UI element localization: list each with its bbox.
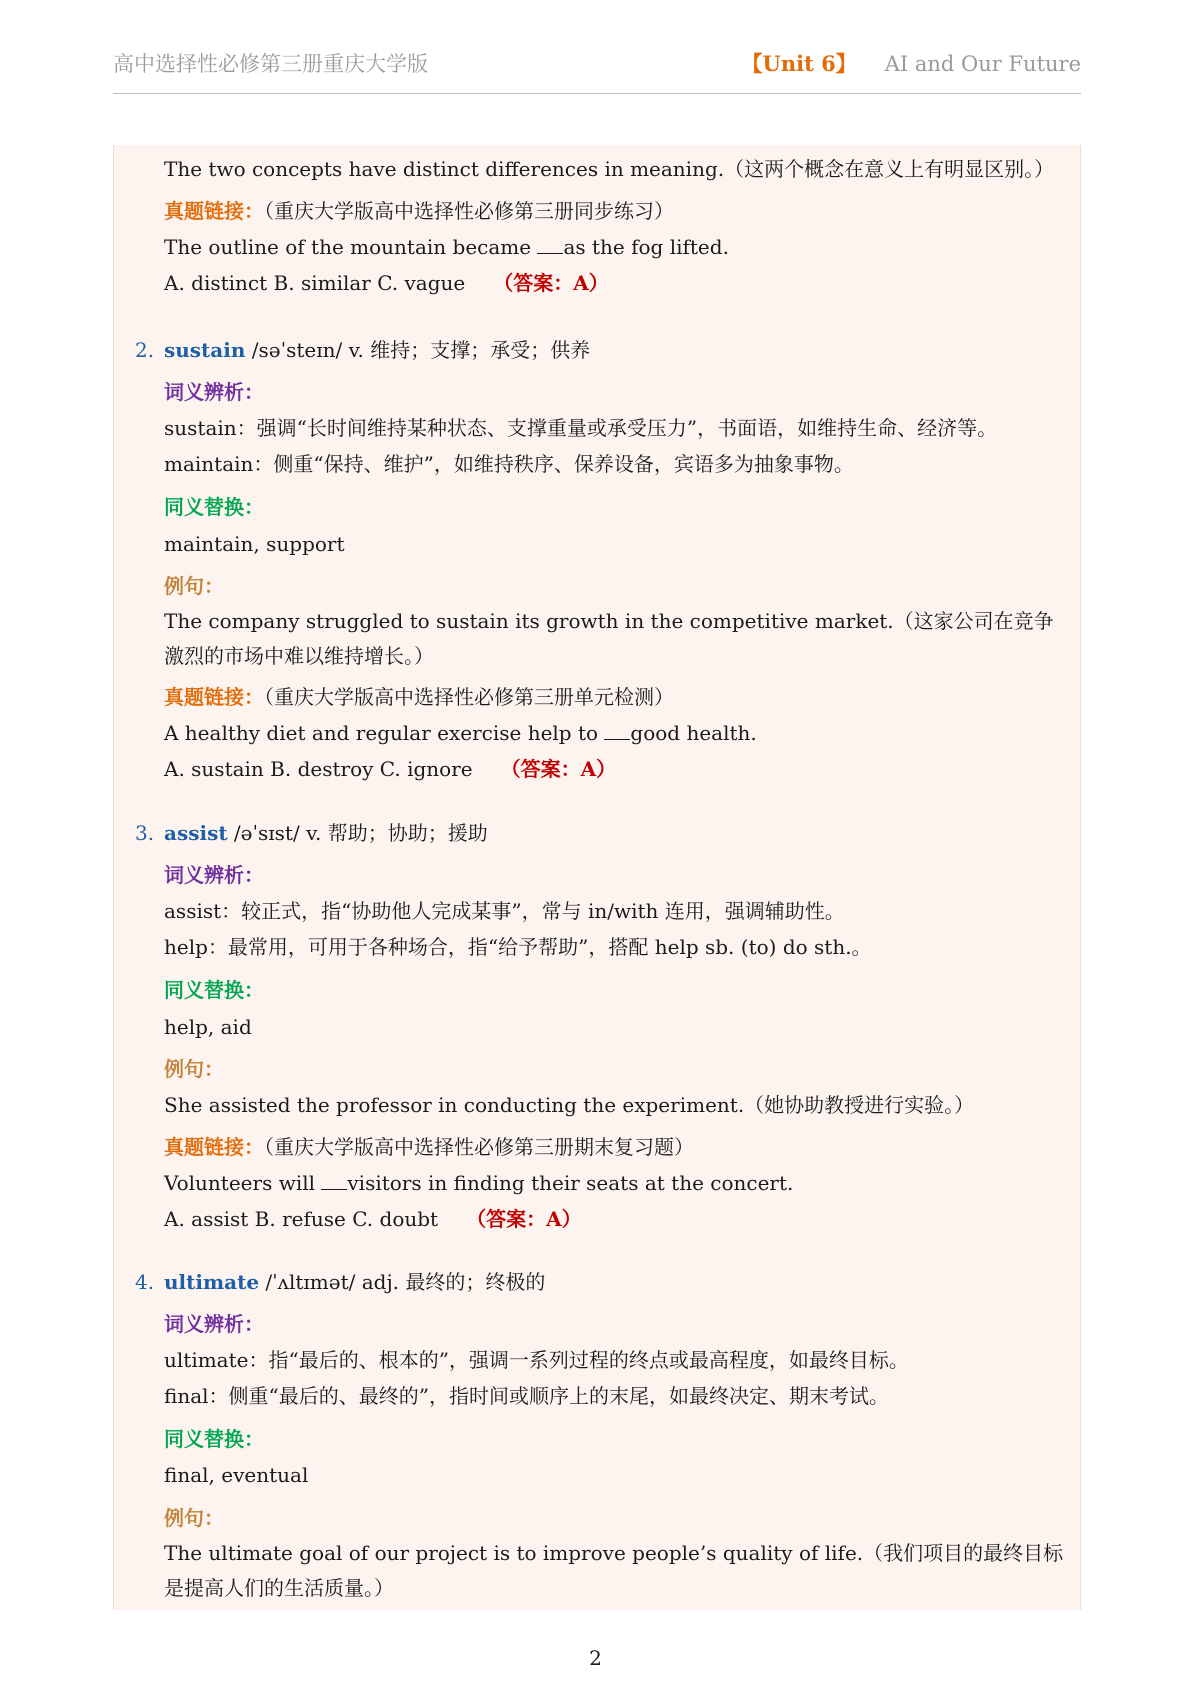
- example-label: 例句：: [164, 574, 224, 598]
- entry-number: 2.: [135, 338, 155, 362]
- exam-link: [164, 197, 674, 225]
- analysis-line: assist：较正式，指“协助他人完成某事”，常与 in/with 连用，强调辅助性。: [164, 899, 845, 923]
- unit-label: 【Unit 6】: [741, 51, 857, 76]
- example-sentence: She assisted the professor in conducting the experiment.（她协助教授进行实验。）: [164, 1093, 975, 1117]
- unit-topic: AI and Our Future: [884, 52, 1081, 76]
- entry-headword-line: [164, 1268, 545, 1296]
- analysis-label: 词义辨析：: [164, 863, 264, 887]
- headword: assist: [164, 821, 228, 845]
- header-right: [742, 48, 1081, 78]
- entry-number: 4.: [135, 1270, 155, 1294]
- entry-headword-line: [164, 819, 488, 847]
- exam-link-source: （重庆大学版高中选择性必修第三册同步练习）: [264, 199, 674, 223]
- options-text: A. distinct B. similar C. vague: [164, 271, 466, 295]
- synonym-label: 同义替换：: [164, 495, 264, 519]
- answer-blank: [604, 723, 630, 740]
- answer-blank: [537, 237, 563, 254]
- analysis-label: 词义辨析：: [164, 380, 264, 404]
- example-label: 例句：: [164, 1057, 224, 1081]
- entry-number: 3.: [135, 821, 155, 845]
- example-sentence: The two concepts have distinct differences in meaning.（这两个概念在意义上有明显区别。）: [164, 157, 1055, 181]
- synonym-list: help, aid: [164, 1015, 252, 1039]
- analysis-line: maintain：侧重“保持、维护”，如维持秩序、保养设备，宾语多为抽象事物。: [164, 452, 854, 476]
- example-sentence: The company struggled to sustain its growth in the competitive market.（这家公司在竞争激烈的市场中难以维持增长。）: [164, 609, 1054, 668]
- exam-question: A healthy diet and regular exercise help to good health.: [164, 721, 757, 745]
- synonym-label: 同义替换：: [164, 978, 264, 1002]
- page-number: 2: [589, 1646, 602, 1670]
- exam-question: Volunteers will visitors in finding their seats at the concert.: [164, 1171, 794, 1195]
- analysis-label: 词义辨析：: [164, 1312, 264, 1336]
- exam-link: 真题链接：（重庆大学版高中选择性必修第三册单元检测）: [164, 685, 674, 709]
- page-header: [113, 40, 1081, 94]
- example-sentence: The ultimate goal of our project is to improve people’s quality of life.（我们项目的最终目标是提高人们的生活质量。）: [164, 1541, 1064, 1600]
- headword: sustain: [164, 338, 246, 362]
- definition: /ˈʌltɪmət/ adj. 最终的；终极的: [259, 1270, 546, 1294]
- exam-question: [164, 233, 729, 261]
- answer-key: （答案：A）: [493, 271, 609, 295]
- answer-key: （答案：A）: [466, 1207, 582, 1231]
- question-text: The outline of the mountain became: [164, 235, 538, 259]
- example-label: 例句：: [164, 1506, 224, 1530]
- exam-options: A. sustain B. destroy C. ignore （答案：A）: [164, 757, 617, 781]
- exam-options: [164, 269, 609, 297]
- analysis-line: help：最常用，可用于各种场合，指“给予帮助”，搭配 help sb. (to) do sth.。: [164, 935, 872, 959]
- definition: /əˈsɪst/ v. 帮助；协助；援助: [227, 821, 488, 845]
- exam-link-label: 真题链接：: [164, 199, 264, 223]
- book-title: 高中选择性必修第三册重庆大学版: [113, 52, 428, 76]
- exam-link: 真题链接：（重庆大学版高中选择性必修第三册期末复习题）: [164, 1135, 694, 1159]
- synonym-list: final, eventual: [164, 1463, 309, 1487]
- synonym-list: maintain, support: [164, 532, 345, 556]
- headword: ultimate: [164, 1270, 260, 1294]
- definition: /səˈsteɪn/ v. 维持；支撑；承受；供养: [245, 338, 591, 362]
- answer-blank: [321, 1173, 347, 1190]
- analysis-line: ultimate：指“最后的、根本的”，强调一系列过程的终点或最高程度，如最终目标。: [164, 1348, 909, 1372]
- answer-key: （答案：A）: [500, 757, 617, 781]
- analysis-line: sustain：强调“长时间维持某种状态、支撑重量或承受压力”，书面语，如维持生命、经济等。: [164, 416, 998, 440]
- entry-headword-line: [164, 336, 590, 364]
- analysis-line: final：侧重“最后的、最终的”，指时间或顺序上的末尾，如最终决定、期末考试。: [164, 1384, 889, 1408]
- question-text-end: as the fog lifted.: [563, 235, 729, 259]
- synonym-label: 同义替换：: [164, 1427, 264, 1451]
- exam-options: A. assist B. refuse C. doubt （答案：A）: [164, 1207, 582, 1231]
